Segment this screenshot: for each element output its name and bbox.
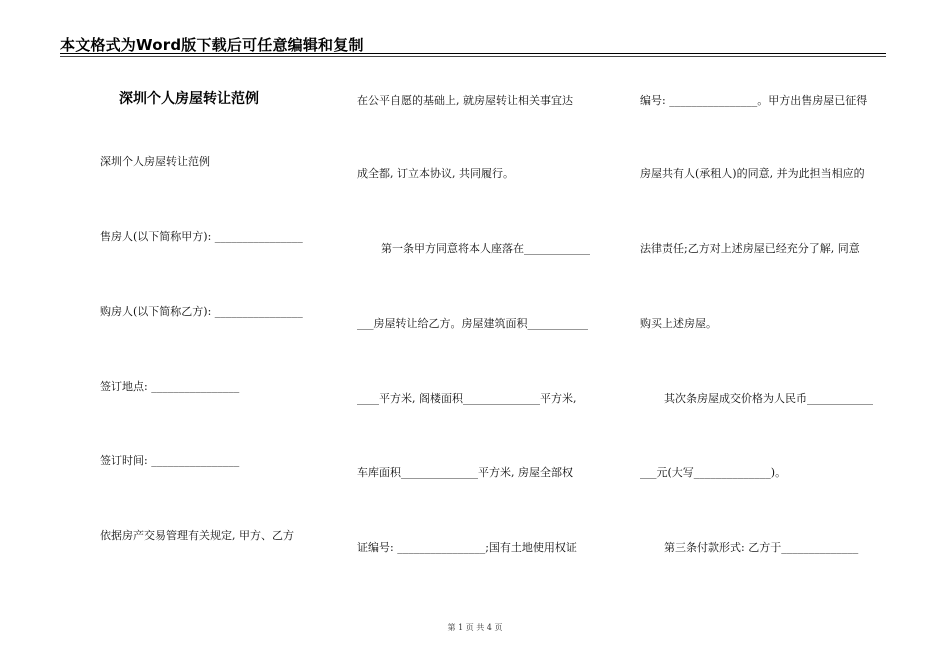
page-number: 第 1 页 共 4 页 (447, 623, 503, 632)
text-line: ___元(大写______________)。 (640, 466, 787, 479)
text-line: 购买上述房屋。 (640, 317, 717, 330)
text-line: 房屋共有人(承租人)的同意, 并为此担当相应的 (640, 167, 865, 180)
article-2-line: 其次条房屋成交价格为人民币____________ (664, 392, 873, 405)
text-line: 依据房产交易管理有关规定, 甲方、乙方 (100, 529, 294, 542)
text-line: ____平方米, 阁楼面积______________平方米, (357, 392, 577, 405)
header-rule-secondary (60, 56, 886, 57)
text-line: 深圳个人房屋转让范例 (100, 155, 210, 168)
text-line: 证编号: ________________;国有土地使用权证 (357, 541, 577, 554)
document-header: 本文格式为Word版下载后可任意编辑和复制 (60, 36, 364, 54)
article-1-line: 第一条甲方同意将本人座落在____________ (381, 242, 590, 255)
header-rule (60, 53, 886, 54)
article-3-line: 第三条付款形式: 乙方于______________ (664, 541, 859, 554)
text-line: 车库面积______________平方米, 房屋全部权 (357, 466, 573, 479)
seller-field: 售房人(以下简称甲方): ________________ (100, 230, 303, 243)
text-line: 编号: ________________。甲方出售房屋已征得 (640, 94, 868, 107)
document-title: 深圳个人房屋转让范例 (119, 91, 259, 107)
text-line: 成全都, 订立本协议, 共同履行。 (357, 167, 514, 180)
text-line: 法律责任;乙方对上述房屋已经充分了解, 同意 (640, 242, 860, 255)
text-line: 在公平自愿的基础上, 就房屋转让相关事宜达 (357, 94, 573, 107)
text-line: ___房屋转让给乙方。房屋建筑面积___________ (357, 317, 588, 330)
signing-time-field: 签订时间: ________________ (100, 454, 240, 467)
buyer-field: 购房人(以下简称乙方): ________________ (100, 305, 303, 318)
signing-place-field: 签订地点: ________________ (100, 380, 240, 393)
